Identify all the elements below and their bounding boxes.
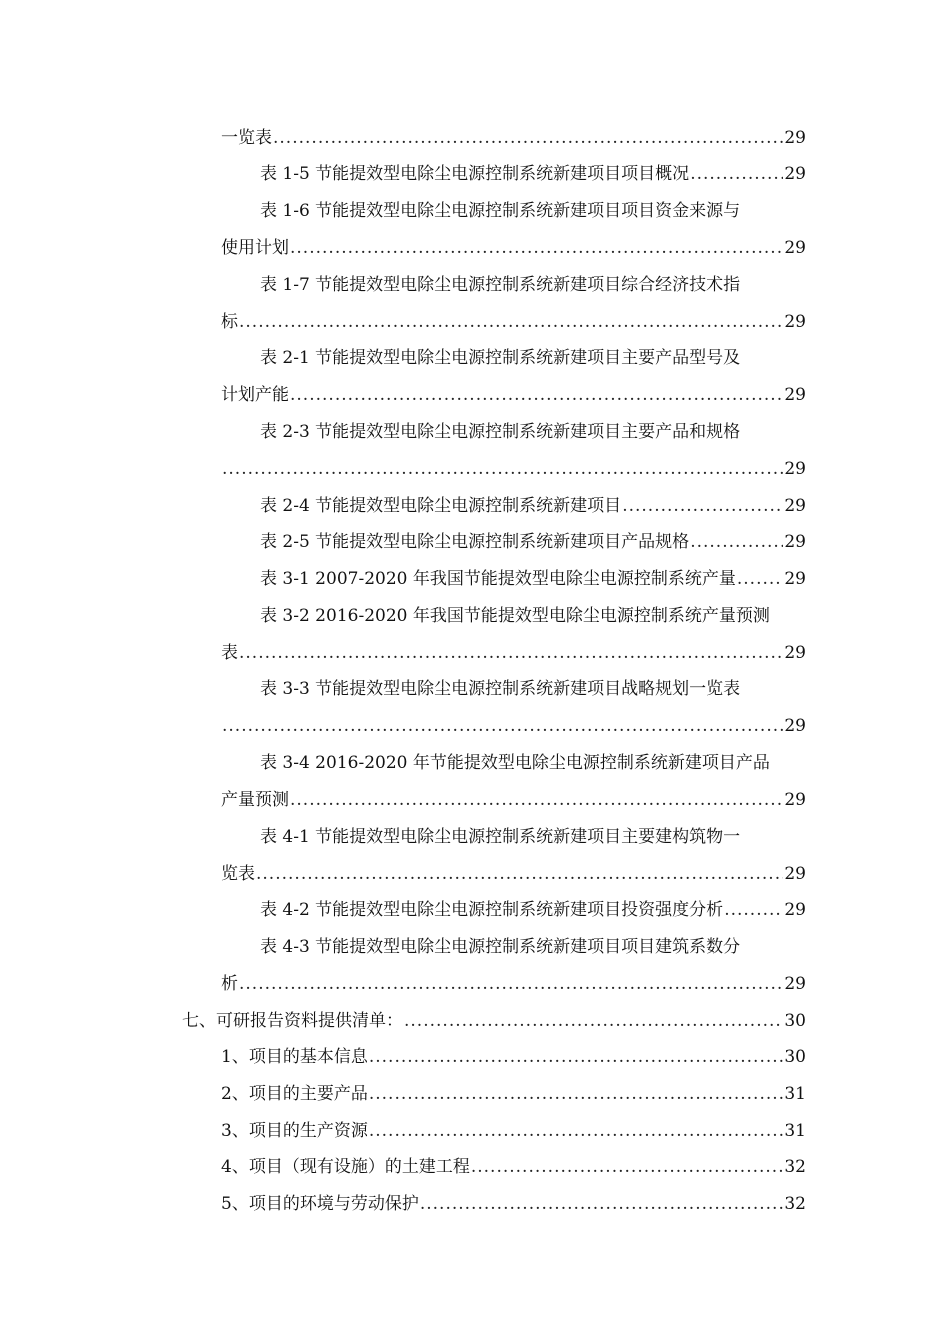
toc-entry-continuation[interactable] — [221, 383, 806, 407]
leader-dots — [690, 530, 783, 554]
toc-entry-title: 表 1-6 节能提效型电除尘电源控制系统新建项目项目资金来源与 — [260, 201, 741, 221]
toc-entry-title: 表 2-1 节能提效型电除尘电源控制系统新建项目主要产品型号及 — [260, 348, 741, 368]
toc-entry-title: 一览表 — [221, 128, 272, 148]
leader-dots — [239, 310, 783, 334]
toc-page-number: 31 — [784, 1084, 806, 1104]
toc-entry-title: 3、项目的生产资源 — [221, 1121, 368, 1141]
toc-entry[interactable] — [221, 1155, 806, 1179]
toc-entry[interactable] — [221, 126, 806, 150]
toc-entry-title: 表 4-1 节能提效型电除尘电源控制系统新建项目主要建构筑物一 — [260, 827, 741, 847]
leader-dots — [471, 1155, 784, 1179]
toc-entry[interactable] — [260, 346, 806, 370]
toc-page-number: 29 — [784, 974, 806, 994]
leader-dots — [369, 1045, 784, 1069]
toc-entry-title: 表 2-3 节能提效型电除尘电源控制系统新建项目主要产品和规格 — [260, 422, 741, 442]
toc-entry-title: 1、项目的基本信息 — [221, 1047, 368, 1067]
leader-dots — [290, 383, 783, 407]
toc-entry[interactable] — [260, 530, 806, 554]
toc-entry[interactable] — [260, 420, 806, 444]
leader-dots — [256, 862, 783, 886]
toc-entry-title: 表 4-2 节能提效型电除尘电源控制系统新建项目投资强度分析 — [260, 900, 724, 920]
leader-dots — [404, 1009, 783, 1033]
toc-page-number: 31 — [784, 1121, 806, 1141]
toc-entry[interactable] — [260, 825, 806, 849]
toc-entry[interactable] — [260, 935, 806, 959]
toc-entry-continuation[interactable] — [221, 310, 806, 334]
toc-entry-title: 表 3-1 2007-2020 年我国节能提效型电除尘电源控制系统产量 — [260, 569, 736, 589]
toc-entry[interactable] — [260, 677, 806, 701]
toc-entry-title: 5、项目的环境与劳动保护 — [221, 1194, 419, 1214]
toc-entry-continuation[interactable] — [221, 788, 806, 812]
toc-entry-title: 表 4-3 节能提效型电除尘电源控制系统新建项目项目建筑系数分 — [260, 937, 741, 957]
toc-entry-title-cont: 析 — [221, 974, 238, 994]
toc-entry[interactable] — [260, 199, 806, 223]
toc-entry-title: 表 3-4 2016-2020 年节能提效型电除尘电源控制系统新建项目产品 — [260, 753, 770, 773]
toc-entry-title: 表 1-5 节能提效型电除尘电源控制系统新建项目项目概况 — [260, 164, 690, 184]
toc-page-number: 29 — [784, 164, 806, 184]
toc-entry[interactable] — [221, 1082, 806, 1106]
leader-dots — [690, 162, 783, 186]
leader-dots — [622, 494, 783, 518]
toc-entry[interactable] — [221, 1045, 806, 1069]
toc-entry-continuation[interactable] — [221, 862, 806, 886]
leader-dots — [420, 1192, 784, 1216]
toc-entry-title: 2、项目的主要产品 — [221, 1084, 368, 1104]
toc-entry-continuation[interactable] — [221, 641, 806, 665]
toc-page-number: 29 — [784, 312, 806, 332]
toc-entry-title-cont: 计划产能 — [221, 385, 289, 405]
leader-dots — [273, 126, 783, 150]
toc-entry-title: 表 3-2 2016-2020 年我国节能提效型电除尘电源控制系统产量预测 — [260, 606, 770, 626]
toc-entry-title: 表 3-3 节能提效型电除尘电源控制系统新建项目战略规划一览表 — [260, 679, 741, 699]
toc-page-number: 32 — [784, 1157, 806, 1177]
toc-page-number: 29 — [784, 716, 806, 736]
toc-entry-title-cont: 产量预测 — [221, 790, 289, 810]
toc-entry-title: 表 1-7 节能提效型电除尘电源控制系统新建项目综合经济技术指 — [260, 275, 741, 295]
toc-entry[interactable] — [260, 567, 806, 591]
toc-entry-continuation[interactable] — [221, 236, 806, 260]
toc-entry-continuation[interactable] — [221, 714, 806, 738]
leader-dots — [290, 788, 783, 812]
toc-page-number: 32 — [784, 1194, 806, 1214]
leader-dots — [724, 898, 783, 922]
toc-page-number: 29 — [784, 496, 806, 516]
toc-entry[interactable] — [260, 494, 806, 518]
toc-page-number: 29 — [784, 238, 806, 258]
toc-page-number: 30 — [784, 1011, 806, 1031]
toc-entry-title: 4、项目（现有设施）的土建工程 — [221, 1157, 470, 1177]
toc-page-number: 29 — [784, 569, 806, 589]
toc-entry-title-cont: 标 — [221, 312, 238, 332]
toc-section-entry[interactable] — [182, 1009, 806, 1033]
toc-page-number: 29 — [784, 385, 806, 405]
toc-entry-title: 七、可研报告资料提供清单： — [182, 1011, 403, 1031]
leader-dots — [222, 457, 783, 481]
toc-entry-title: 表 2-4 节能提效型电除尘电源控制系统新建项目 — [260, 496, 622, 516]
leader-dots — [239, 972, 783, 996]
leader-dots — [222, 714, 783, 738]
leader-dots — [290, 236, 783, 260]
toc-entry[interactable] — [221, 1119, 806, 1143]
toc-entry[interactable] — [221, 1192, 806, 1216]
toc-page-number: 29 — [784, 643, 806, 663]
leader-dots — [239, 641, 783, 665]
toc-entry-continuation[interactable] — [221, 972, 806, 996]
toc-page-number: 30 — [784, 1047, 806, 1067]
toc-page-number: 29 — [784, 128, 806, 148]
toc-entry-title-cont: 表 — [221, 643, 238, 663]
toc-entry[interactable] — [260, 898, 806, 922]
leader-dots — [737, 567, 784, 591]
toc-entry-title-cont: 览表 — [221, 864, 255, 884]
toc-page-number: 29 — [784, 900, 806, 920]
toc-entry-title-cont: 使用计划 — [221, 238, 289, 258]
leader-dots — [369, 1082, 784, 1106]
leader-dots — [369, 1119, 784, 1143]
toc-entry[interactable] — [260, 273, 806, 297]
toc-entry[interactable] — [260, 162, 806, 186]
toc-entry-continuation[interactable] — [221, 457, 806, 481]
toc-entry[interactable] — [260, 751, 806, 775]
toc-page-number: 29 — [784, 459, 806, 479]
toc-page-number: 29 — [784, 532, 806, 552]
toc-page-number: 29 — [784, 790, 806, 810]
toc-page-number: 29 — [784, 864, 806, 884]
toc-entry-title: 表 2-5 节能提效型电除尘电源控制系统新建项目产品规格 — [260, 532, 690, 552]
toc-entry[interactable] — [260, 604, 806, 628]
